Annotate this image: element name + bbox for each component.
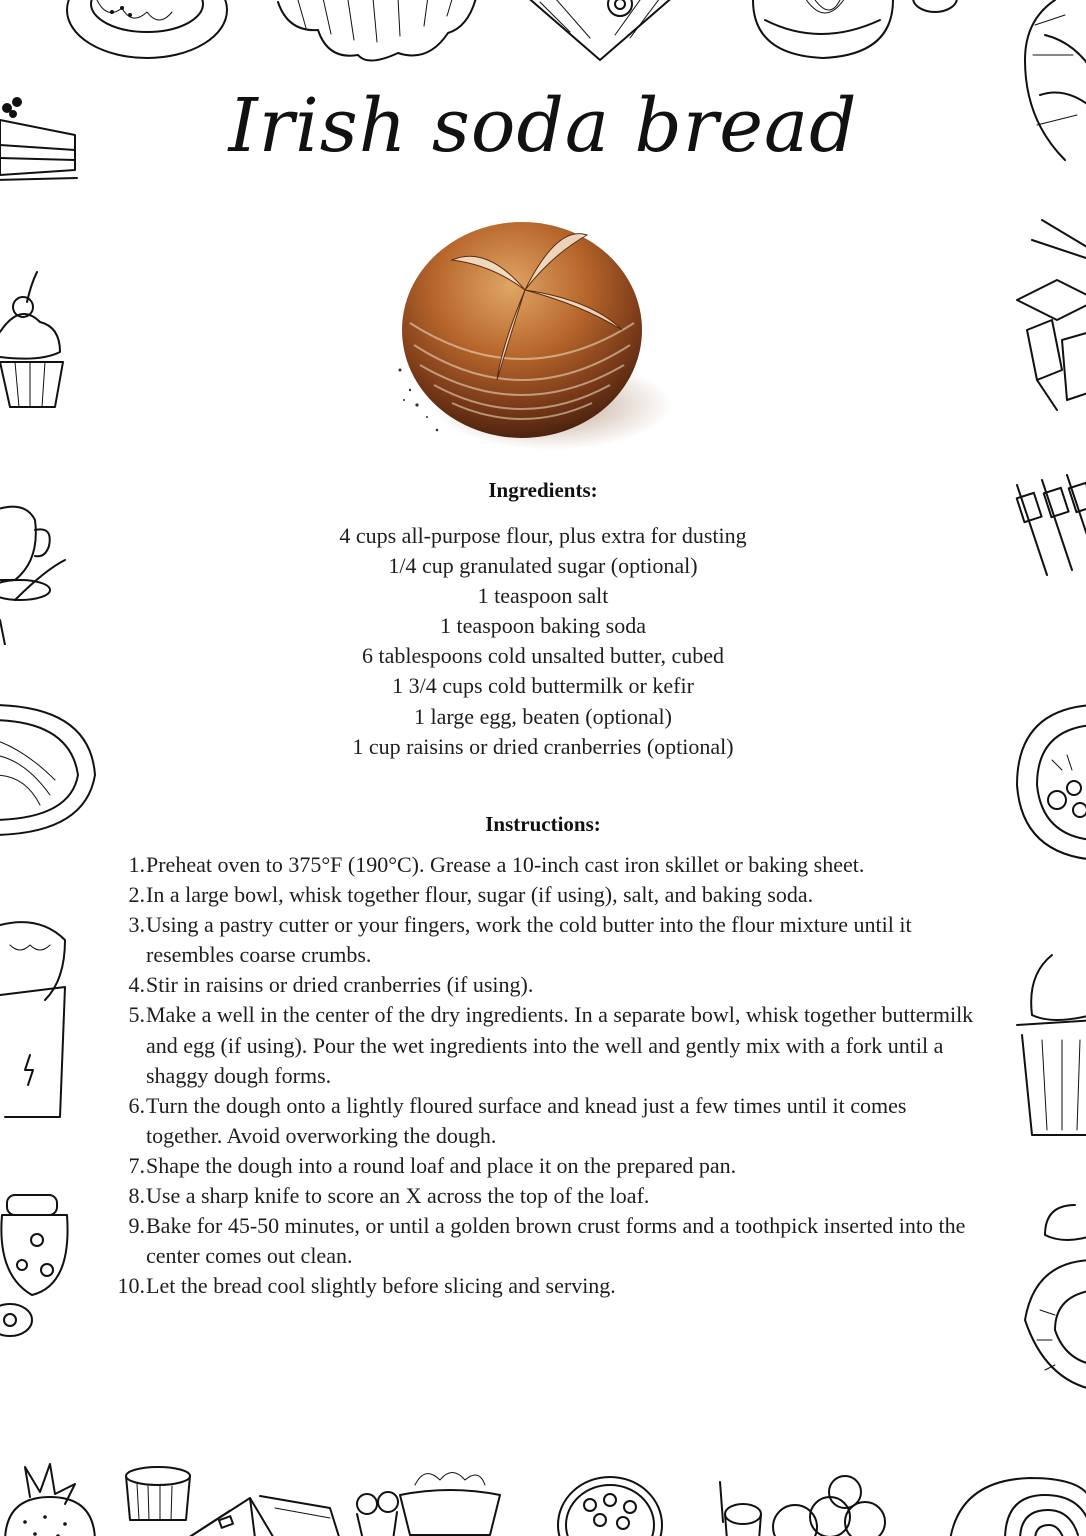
strawberry-icon	[0, 1462, 100, 1536]
burrito-icon	[0, 915, 75, 1125]
ingredient-item: 1 teaspoon salt	[477, 583, 609, 609]
step-number: 10.	[117, 1273, 145, 1299]
ingredient-item: 1 large egg, beaten (optional)	[414, 703, 672, 729]
instruction-step	[112, 850, 982, 880]
step-number: 1.	[128, 852, 145, 877]
step-text: Bake for 45-50 minutes, or until a golden brown crust forms and a toothpick inserted into the center comes out clean.	[146, 1213, 966, 1269]
ingredient-item: 1 teaspoon baking soda	[440, 613, 646, 639]
sandwich-icon	[180, 1488, 340, 1536]
instructions-list	[112, 850, 982, 1301]
step-text: Make a well in the center of the dry ingredients. In a separate bowl, whisk together buttermilk and egg (if using). Pour the wet ingredients into the well and gently mix with a fork until a shaggy dough forms.	[146, 1002, 974, 1088]
step-number: 7.	[128, 1152, 145, 1178]
step-text: Use a sharp knife to score an X across the top of the loaf.	[146, 1183, 650, 1209]
ingredient-item: 4 cups all-purpose flour, plus extra for dusting	[339, 523, 747, 548]
jars-icon	[0, 1185, 82, 1350]
instruction-step	[112, 1211, 982, 1271]
step-text: Stir in raisins or dried cranberries (if using).	[146, 972, 534, 998]
ingredient-item: 6 tablespoons cold unsalted butter, cubed	[361, 643, 725, 669]
bread-illustration	[392, 205, 672, 467]
step-number: 2.	[128, 882, 145, 908]
instruction-step	[112, 1181, 982, 1211]
drink-cup-icon	[1012, 945, 1086, 1145]
step-number: 3.	[128, 912, 145, 938]
instruction-step	[112, 970, 982, 1000]
step-number: 9.	[128, 1213, 145, 1239]
instructions-heading: Instructions:	[485, 812, 601, 836]
step-number: 6.	[128, 1092, 145, 1118]
step-number: 5.	[128, 1002, 145, 1028]
pastry-icon	[1015, 1200, 1086, 1400]
ingredient-item: 1/4 cup granulated sugar (optional)	[388, 553, 698, 579]
instruction-step	[112, 880, 982, 910]
step-text: Turn the dough onto a lightly floured surface and knead just a few times until it comes together. Avoid overworking the dough.	[146, 1092, 907, 1148]
step-text: Preheat oven to 375°F (190°C). Grease a 10-inch cast iron skillet or baking sheet.	[146, 852, 865, 877]
ingredient-item: 1 cup raisins or dried cranberries (optional)	[352, 733, 734, 759]
cupcake-icon	[0, 262, 70, 412]
roll-cake-icon	[945, 1468, 1086, 1536]
dumplings-icon	[715, 1472, 895, 1536]
bowl-icon	[745, 0, 960, 62]
step-text: Shape the dough into a round loaf and place it on the prepared pan.	[146, 1152, 737, 1178]
instruction-step	[112, 910, 982, 970]
step-text: Let the bread cool slightly before slicing and serving.	[146, 1273, 616, 1299]
instruction-step	[112, 1000, 982, 1090]
ingredient-item: 1 3/4 cups cold buttermilk or kefir	[392, 673, 694, 699]
lettuce-icon	[268, 0, 483, 64]
ingredients-heading: Ingredients:	[488, 478, 598, 502]
wrap-icon	[520, 0, 680, 65]
salad-bowl-icon	[555, 1475, 665, 1536]
instruction-step	[112, 1151, 982, 1181]
recipe-title: Irish soda bread	[228, 83, 858, 169]
instruction-step	[112, 1091, 982, 1151]
instruction-step	[112, 1271, 982, 1301]
step-number: 8.	[128, 1183, 145, 1209]
ice-cream-bowl-icon	[345, 1470, 525, 1536]
step-text: Using a pastry cutter or your fingers, work the cold butter into the flour mixture until it resembles coarse crumbs.	[146, 912, 912, 968]
ingredients-list	[0, 521, 1086, 762]
sushi-icon	[1012, 210, 1086, 415]
plate-icon	[52, 0, 242, 62]
step-text: In a large bowl, whisk together flour, sugar (if using), salt, and baking soda.	[146, 882, 814, 908]
step-number: 4.	[128, 972, 145, 998]
